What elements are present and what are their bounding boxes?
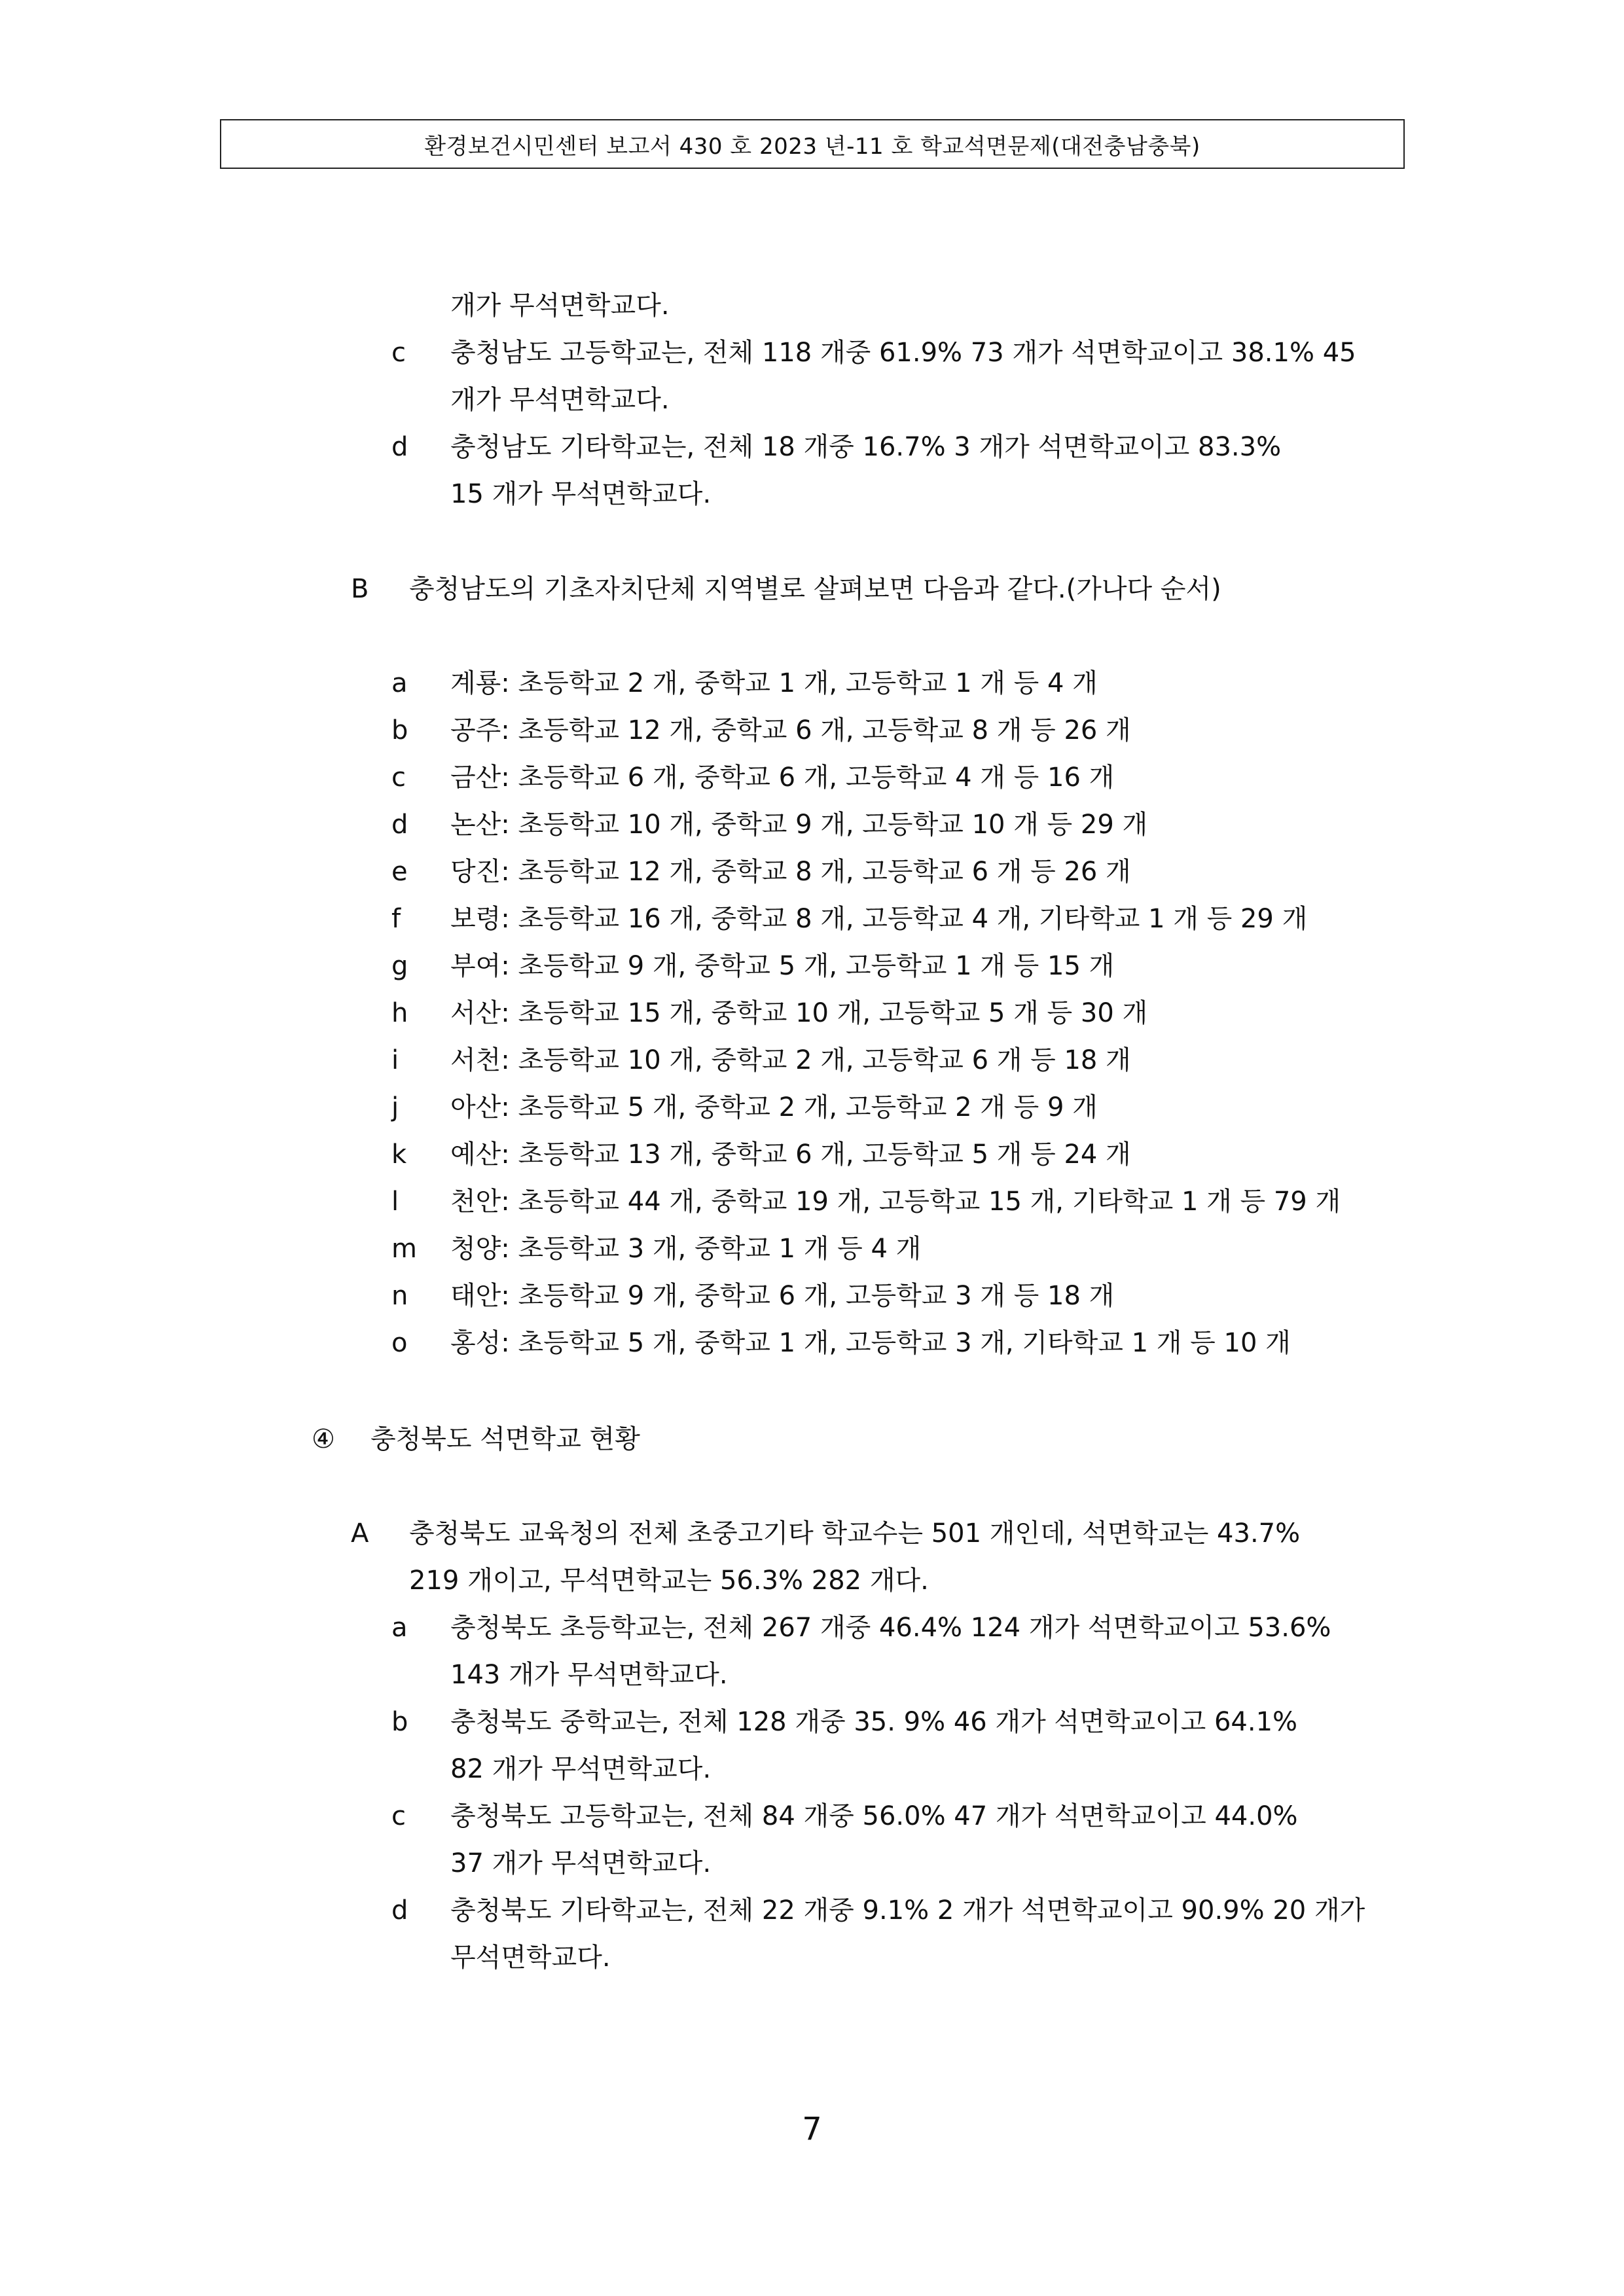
list-marker: a [391,1613,408,1643]
list-item-text: 천안: 초등학교 44 개, 중학교 19 개, 고등학교 15 개, 기타학교 1 개 등 79 개 [450,1187,1341,1217]
list-item-text: 당진: 초등학교 12 개, 중학교 8 개, 고등학교 6 개 등 26 개 [450,857,1131,887]
document-header [220,119,1405,169]
list-marker: c [391,762,406,793]
list-item-text: 논산: 초등학교 10 개, 중학교 9 개, 고등학교 10 개 등 29 개 [450,810,1148,840]
section-title: 충청북도 석면학교 현황 [370,1424,640,1454]
list-marker: d [391,1895,408,1926]
list-marker: b [391,715,408,745]
list-item-text: 보령: 초등학교 16 개, 중학교 8 개, 고등학교 4 개, 기타학교 1 개 등 29 개 [450,904,1308,934]
list-item-text: 서산: 초등학교 15 개, 중학교 10 개, 고등학교 5 개 등 30 개 [450,998,1148,1028]
list-marker: k [391,1139,407,1170]
list-item-text: 아산: 초등학교 5 개, 중학교 2 개, 고등학교 2 개 등 9 개 [450,1092,1098,1122]
list-marker: f [391,904,401,934]
list-item-text: 충청북도 기타학교는, 전체 22 개중 9.1% 2 개가 석면학교이고 90.9% 20 개가 [450,1895,1365,1926]
list-item-text-continued: 15 개가 무석면학교다. [450,479,712,509]
list-marker: i [391,1045,399,1075]
list-marker: A [351,1518,369,1549]
list-item-text-continued: 개가 무석면학교다. [450,385,670,415]
header-title: 환경보건시민센터 보고서 430 호 2023 년-11 호 학교석면문제(대전충남충북) [424,133,1200,160]
list-item-text: 청양: 초등학교 3 개, 중학교 1 개 등 4 개 [450,1234,922,1264]
list-item-text-continued: 무석면학교다. [450,1943,611,1973]
list-item-text: 충청북도 고등학교는, 전체 84 개중 56.0% 47 개가 석면학교이고 44.0% [450,1801,1298,1831]
list-marker: d [391,810,408,840]
summary-text: 충청북도 교육청의 전체 초중고기타 학교수는 501 개인데, 석면학교는 43.7% [409,1518,1301,1549]
list-item-text: 서천: 초등학교 10 개, 중학교 2 개, 고등학교 6 개 등 18 개 [450,1045,1131,1075]
list-item-text: 태안: 초등학교 9 개, 중학교 6 개, 고등학교 3 개 등 18 개 [450,1281,1115,1311]
list-marker: j [391,1092,399,1122]
list-marker: l [391,1187,399,1217]
list-marker: c [391,1801,406,1831]
page-number: 7 [802,2111,822,2147]
list-marker: d [391,432,408,462]
list-item-text: 충청남도 고등학교는, 전체 118 개중 61.9% 73 개가 석면학교이고 38.1% 45 [450,338,1356,368]
list-marker: m [391,1234,417,1264]
list-item-text: 충청북도 중학교는, 전체 128 개중 35. 9% 46 개가 석면학교이고 64.1% [450,1707,1298,1737]
list-marker: c [391,338,406,368]
list-item-text: 계룡: 초등학교 2 개, 중학교 1 개, 고등학교 1 개 등 4 개 [450,668,1098,698]
list-item-text: 예산: 초등학교 13 개, 중학교 6 개, 고등학교 5 개 등 24 개 [450,1139,1131,1170]
list-marker: a [391,668,408,698]
summary-text-continued: 219 개이고, 무석면학교는 56.3% 282 개다. [409,1566,929,1596]
section-heading: 충청남도의 기초자치단체 지역별로 살펴보면 다음과 같다.(가나다 순서) [409,574,1221,604]
list-item-text-continued: 82 개가 무석면학교다. [450,1754,712,1784]
list-marker: b [391,1707,408,1737]
list-marker: n [391,1281,408,1311]
section-number-marker: ④ [312,1424,335,1454]
carryover-line: 개가 무석면학교다. [450,291,670,321]
list-marker: g [391,951,408,981]
list-item-text: 공주: 초등학교 12 개, 중학교 6 개, 고등학교 8 개 등 26 개 [450,715,1131,745]
list-item-text: 충청남도 기타학교는, 전체 18 개중 16.7% 3 개가 석면학교이고 83.3% [450,432,1282,462]
list-marker: e [391,857,408,887]
list-item-text-continued: 143 개가 무석면학교다. [450,1660,728,1690]
list-item-text: 부여: 초등학교 9 개, 중학교 5 개, 고등학교 1 개 등 15 개 [450,951,1115,981]
list-item-text: 홍성: 초등학교 5 개, 중학교 1 개, 고등학교 3 개, 기타학교 1 개 등 10 개 [450,1328,1291,1358]
list-item-text: 금산: 초등학교 6 개, 중학교 6 개, 고등학교 4 개 등 16 개 [450,762,1115,793]
list-marker: h [391,998,408,1028]
list-marker: o [391,1328,408,1358]
list-item-text-continued: 37 개가 무석면학교다. [450,1848,712,1878]
list-item-text: 충청북도 초등학교는, 전체 267 개중 46.4% 124 개가 석면학교이고 53.6% [450,1613,1331,1643]
section-marker: B [351,574,369,604]
